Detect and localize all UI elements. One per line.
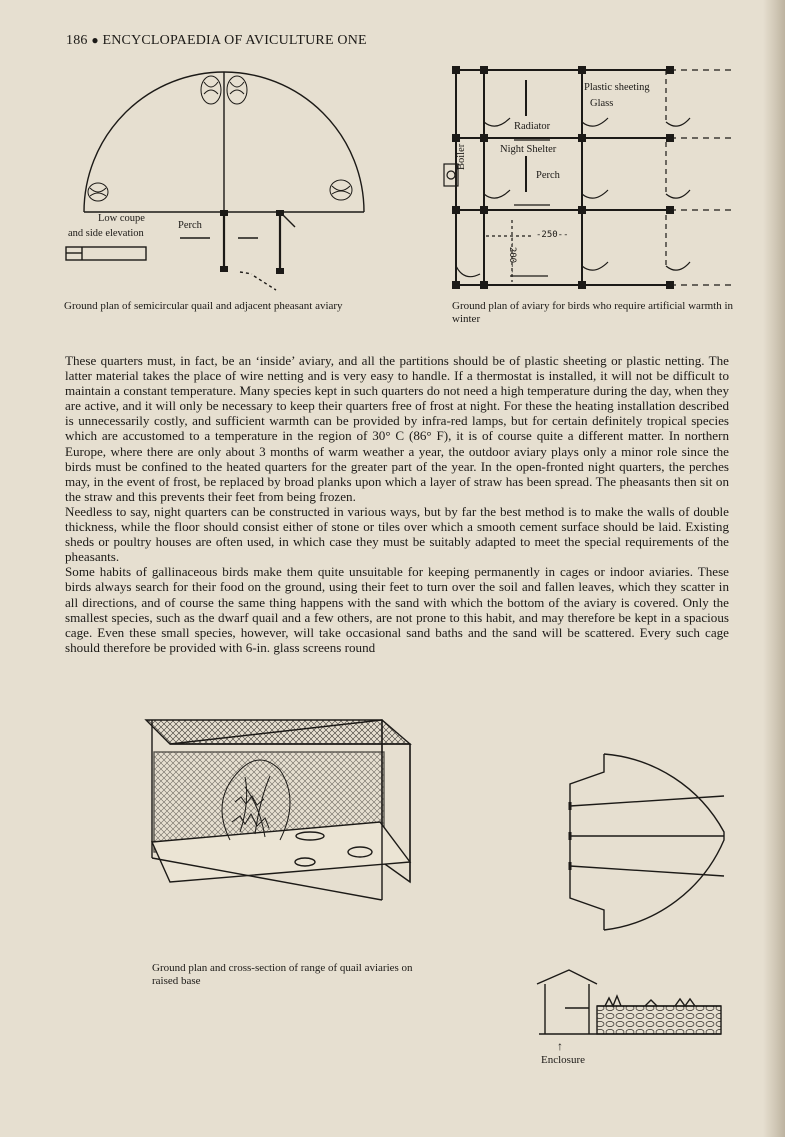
label-dimension-200: --200-- [507,236,517,274]
paragraph-2: Needless to say, night quarters can be constructed in various ways, but by far the best method is to make the walls of double thickness, while the floor should consist either of stone or tiles over which a smooth cement surface should be laid. Existing sheds or poultry houses are often used, in which case they must be suitably adapted to meet the special requirements of the pheasants. [65,503,729,565]
book-title: ENCYCLOPAEDIA OF AVICULTURE ONE [102,33,367,48]
paragraph-1: These quarters must, in fact, be an ‘inside’ aviary, and all the partitions should be of plastic sheeting or plastic netting. The latter material takes the place of wire netting and is very easy to handle. If a thermostat is installed, it will not be difficult to maintain a constant temperature. Many species kept in such quarters do not need a high temperature during the day, when they are active, and it will only be necessary to keep their quarters free of frost at night. For these the heating installation described is unnecessarily costly, and sufficient warmth can be provided by infra-red lamps, but for certain definitely tropical species which are accustomed to a temperature in the region of 30° C (86° F), it is of course quite a different matter. In northern Europe, where there are only about 3 months of warm weather a year, the outdoor aviary plays only a minor role since the birds must be confined to the heated quarters for the greater part of the year. In the open-fronted night quarters, the perches may, in the event of frost, be replaced by broad planks upon which a layer of straw has been spread. The pheasants then sit on the straw and this prevents their feet from being frozen. [65,353,729,504]
figure-quail-range-plan [534,710,744,970]
label-night-shelter: Night Shelter [500,144,557,155]
label-low-coupe: Low coupe [98,213,145,224]
body-text [65,353,729,655]
figure1-caption: Ground plan of semicircular quail and adjacent pheasant aviary [64,300,343,312]
figure2-caption: Ground plan of aviary for birds who require artificial warmth in winter [452,300,734,325]
page-number: 186 [66,33,88,48]
figure-enclosure-section [535,964,735,1074]
page-edge-shadow [763,0,785,1137]
label-radiator: Radiator [514,121,551,132]
arrow-up-icon: ↑ [557,1039,563,1053]
header-separator: ● [91,33,99,47]
running-header [66,33,367,49]
label-side-elevation: and side elevation [68,228,144,239]
figure3-caption: Ground plan and cross-section of range of quail aviaries on raised base [152,962,413,987]
enclosure-section-drawing [535,964,735,1044]
label-boiler: Boiler [456,143,467,170]
label-glass: Glass [590,98,614,109]
quail-cage-drawing [140,712,440,912]
figure-semicircular-aviary [60,62,385,294]
label-enclosure: Enclosure [541,1054,585,1066]
label-perch-2: Perch [536,170,560,181]
semicircular-aviary-drawing [60,62,385,294]
figure-heated-aviary [440,60,735,295]
figure-quail-cage [140,712,440,912]
fan-plan-drawing [534,710,744,970]
heated-aviary-drawing [440,60,735,295]
paragraph-3: Some habits of gallinaceous birds make them quite unsuitable for keeping permanently in cages or indoor aviaries. These birds always search for their food on the ground, using their feet to turn over the soil and fallen leaves, which they scatter in all directions, and of course the same thing happens with the sand with which the bottom of the aviary is covered. Only the smallest species, such as the dwarf quail and a few others, are not prone to this habit, and may therefore be kept in a spacious cage. Even these small species, however, will take occasional sand baths and the sand will be scattered. Every such cage should therefore be provided with 6-in. glass screens round [65,564,729,655]
label-dimension-250: -250-- [536,230,569,240]
label-perch-1: Perch [178,220,202,231]
label-plastic-sheeting: Plastic sheeting [584,82,650,93]
